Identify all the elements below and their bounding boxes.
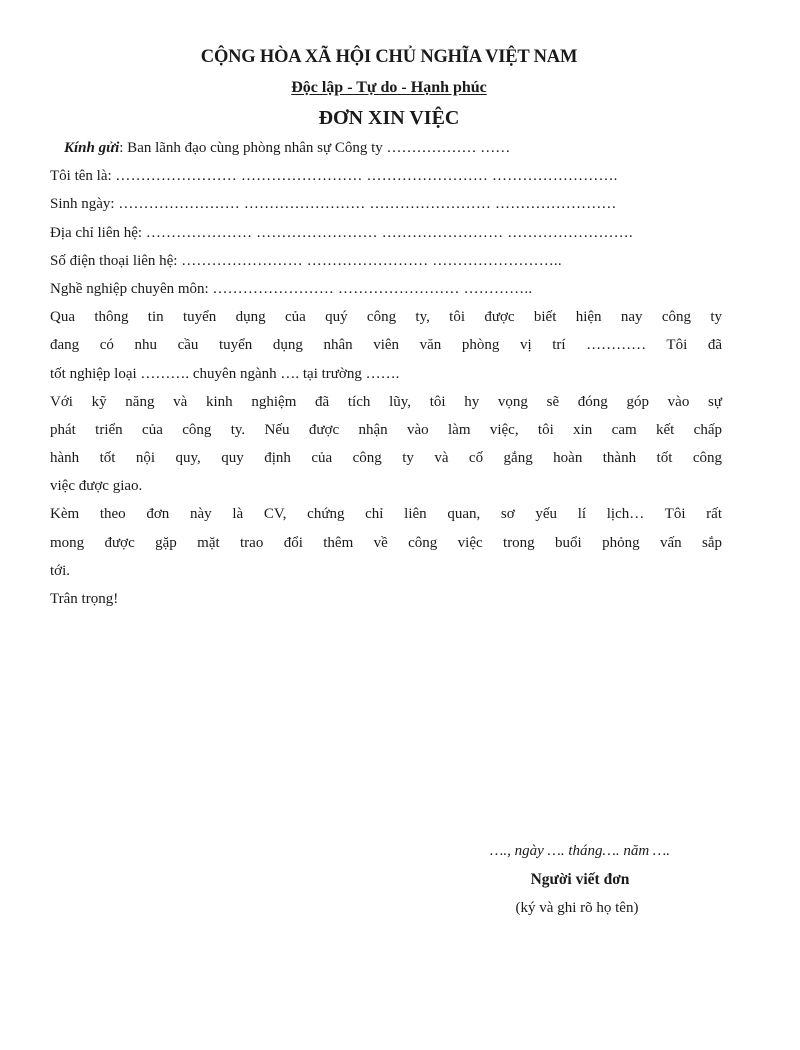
paragraph-commitment <box>50 388 722 501</box>
field-date-of-birth <box>50 190 722 218</box>
paragraph-line: phát triển của công ty. Nếu được nhận vào làm việc, tôi xin cam kết chấp <box>50 421 722 438</box>
national-title: CỘNG HÒA XÃ HỘI CHỦ NGHĨA VIỆT NAM <box>200 47 578 67</box>
field-blank[interactable]: …………………… …………………… …………………… ……………………. <box>115 168 618 185</box>
signature-date-line: …., ngày …. tháng…. năm …. <box>489 843 670 859</box>
field-label: Địa chỉ liên hệ: <box>50 224 146 241</box>
field-label: Số điện thoại liên hệ: <box>50 252 182 269</box>
field-full-name <box>50 162 722 190</box>
signature-note: (ký và ghi rõ họ tên) <box>515 900 639 916</box>
job-application-form <box>50 40 722 613</box>
paragraph-line: Kèm theo đơn này là CV, chứng chỉ liên quan, sơ yếu lí lịch… Tôi rất <box>50 506 722 523</box>
paragraph-recruitment-info <box>50 303 722 388</box>
field-blank[interactable]: …………………… …………………… ………….. <box>212 280 533 297</box>
paragraph-attachments <box>50 500 722 585</box>
signature-title: Người viết đơn <box>530 871 630 888</box>
field-label: Nghề nghiệp chuyên môn: <box>50 280 213 297</box>
document-title: ĐƠN XIN VIỆC <box>318 107 460 129</box>
field-profession <box>50 275 722 303</box>
paragraph-line: việc được giao. <box>50 478 143 495</box>
field-label: Sinh ngày: <box>50 196 119 213</box>
field-label: Tôi tên là: <box>50 168 116 185</box>
greeting-line <box>50 134 722 162</box>
paragraph-line: tới. <box>50 562 71 579</box>
field-blank[interactable]: ………………… …………………… …………………… ……………………. <box>145 224 633 241</box>
greeting-text: : Ban lãnh đạo cùng phòng nhân sự Công ty ……………… …… <box>119 140 511 156</box>
paragraph-line: hành tốt nội quy, quy định của công ty và cố gắng hoàn thành tốt công <box>50 450 722 467</box>
field-address <box>50 219 722 247</box>
paragraph-line: tốt nghiệp loại ………. chuyên ngành …. tại trường ……. <box>50 365 400 382</box>
field-phone <box>50 247 722 275</box>
field-blank[interactable]: …………………… …………………… …………………….. <box>181 252 562 269</box>
paragraph-line: Qua thông tin tuyển dụng của quý công ty, tôi được biết hiện nay công ty <box>50 309 722 326</box>
greeting-label: Kính gửi <box>64 140 120 156</box>
national-motto: Độc lập - Tự do - Hạnh phúc <box>291 79 487 96</box>
signature-block <box>430 836 730 922</box>
paragraph-line: Với kỹ năng và kinh nghiệm đã tích lũy, tôi hy vọng sẽ đóng góp vào sự <box>50 393 722 410</box>
paragraph-line: mong được gặp mặt trao đổi thêm về công việc trong buổi phỏng vấn sắp <box>50 534 722 551</box>
field-blank[interactable]: …………………… …………………… …………………… …………………… <box>118 196 617 213</box>
paragraph-line: đang có nhu cầu tuyển dụng nhân viên văn phòng vị trí ………… Tôi đã <box>50 337 722 354</box>
closing-salutation: Trân trọng! <box>50 591 119 607</box>
